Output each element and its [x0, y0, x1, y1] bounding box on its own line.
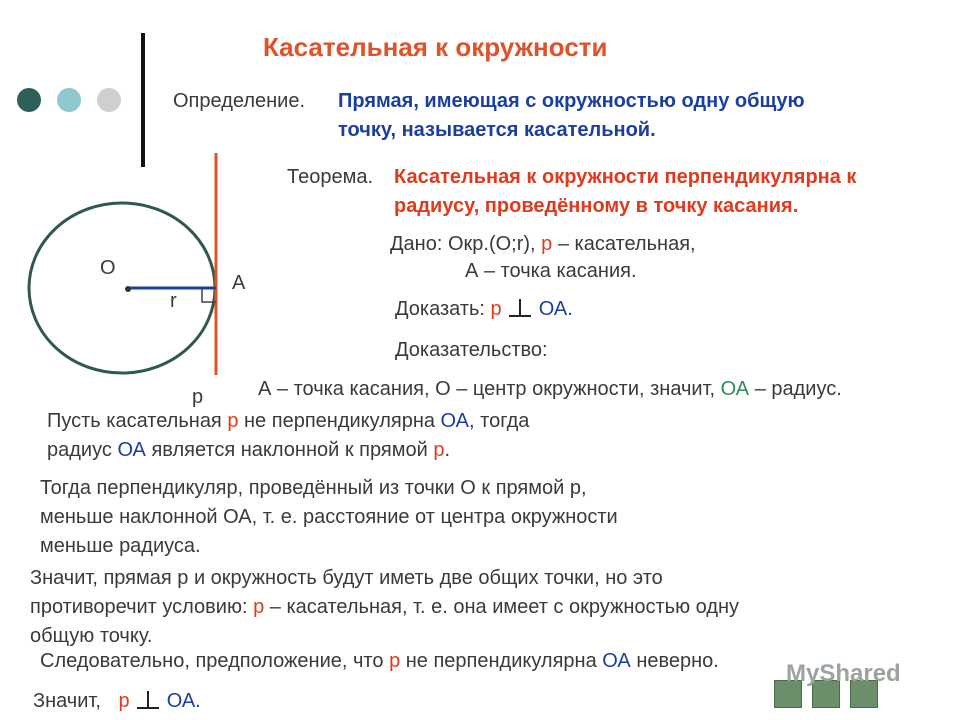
decor-dot-gray	[97, 88, 121, 112]
proof-s1-oa: ОА	[720, 378, 750, 400]
proof-s2-p: p	[227, 410, 239, 432]
decor-dot-teal	[57, 88, 81, 112]
proof-s5-tail: – касательная, т. е. она имеет с окружностью одну	[269, 596, 740, 618]
proof-s2-oa: ОА	[440, 410, 470, 432]
given-line1	[390, 229, 696, 259]
given-line2: А – точка касания.	[465, 260, 637, 282]
proof-s6-oa: ОА	[602, 650, 631, 672]
proof-s5-line3: общую точку.	[30, 625, 153, 647]
proof-s5-p: p	[253, 596, 265, 618]
given-part1: Окр.(О;r),	[447, 233, 536, 255]
prove-oa: ОА.	[538, 298, 573, 320]
proof-s3-oa: ОА	[117, 439, 146, 461]
proof-s4-line2: меньше наклонной ОА, т. е. расстояние от центра окружности	[40, 506, 618, 528]
label-r: r	[170, 290, 177, 312]
conclusion-label: Значит,	[33, 690, 101, 712]
proof-s5-text: противоречит условию:	[30, 596, 248, 618]
page-title: Касательная к окружности	[263, 32, 608, 62]
decor-vertical-bar	[141, 33, 145, 167]
proof-s6-p: p	[389, 650, 401, 672]
prove-p: p	[490, 298, 502, 320]
given-p: p	[541, 233, 553, 255]
proof-s3-mid: является наклонной к прямой	[151, 439, 428, 461]
proof-s2-mid: не перпендикулярна	[244, 410, 435, 432]
definition-label: Определение.	[173, 90, 306, 112]
theorem-label: Теорема.	[287, 166, 374, 188]
proof-s5-line2	[30, 592, 739, 622]
definition-line1: Прямая, имеющая с окружностью одну общую	[338, 90, 805, 112]
proof-s1-tail: – радиус.	[754, 378, 842, 400]
center-point	[125, 286, 131, 292]
decor-dot-dark	[17, 88, 41, 112]
prove-line	[395, 294, 573, 324]
proof-s4-line1: Тогда перпендикуляр, проведённый из точки О к прямой p,	[40, 477, 587, 499]
given-part2: – касательная,	[557, 233, 696, 255]
proof-s1-text: А – точка касания, О – центр окружности, значит,	[258, 378, 716, 400]
proof-s6-mid: не перпендикулярна	[405, 650, 597, 672]
theorem-line1: Касательная к окружности перпендикулярна к	[394, 166, 857, 188]
proof-s6-text: Следовательно, предположение, что	[40, 650, 384, 672]
prove-label: Доказать:	[395, 298, 485, 320]
proof-s3-text: радиус	[47, 439, 112, 461]
proof-s2-tail: , тогда	[469, 410, 530, 432]
label-A: А	[232, 272, 246, 294]
conclusion-oa: ОА.	[166, 690, 201, 712]
proof-label: Доказательство:	[395, 339, 548, 361]
label-p: p	[192, 386, 204, 408]
conclusion-line	[33, 686, 201, 716]
conclusion-p: p	[118, 690, 130, 712]
proof-s6-tail: неверно.	[636, 650, 719, 672]
given-label: Дано:	[390, 233, 443, 255]
proof-s3-p: p	[433, 439, 445, 461]
proof-s5-line1: Значит, прямая p и окружность будут иметь две общих точки, но это	[30, 567, 663, 589]
perpendicular-icon	[137, 691, 159, 709]
theorem-line2: радиусу, проведённому в точку касания.	[394, 195, 799, 217]
proof-s3-tail: .	[444, 439, 451, 461]
definition-line2: точку, называется касательной.	[338, 119, 656, 141]
proof-sentence-1	[258, 374, 842, 404]
proof-s2-text: Пусть касательная	[47, 410, 222, 432]
perpendicular-icon	[509, 299, 531, 317]
proof-sentence-3	[47, 435, 450, 465]
label-O: О	[100, 257, 116, 279]
circle-tangent-figure	[0, 150, 260, 380]
proof-s4-line3: меньше радиуса.	[40, 535, 201, 557]
watermark-logo: MyShared	[786, 660, 901, 687]
proof-sentence-2	[47, 406, 529, 436]
proof-sentence-6	[40, 646, 719, 676]
